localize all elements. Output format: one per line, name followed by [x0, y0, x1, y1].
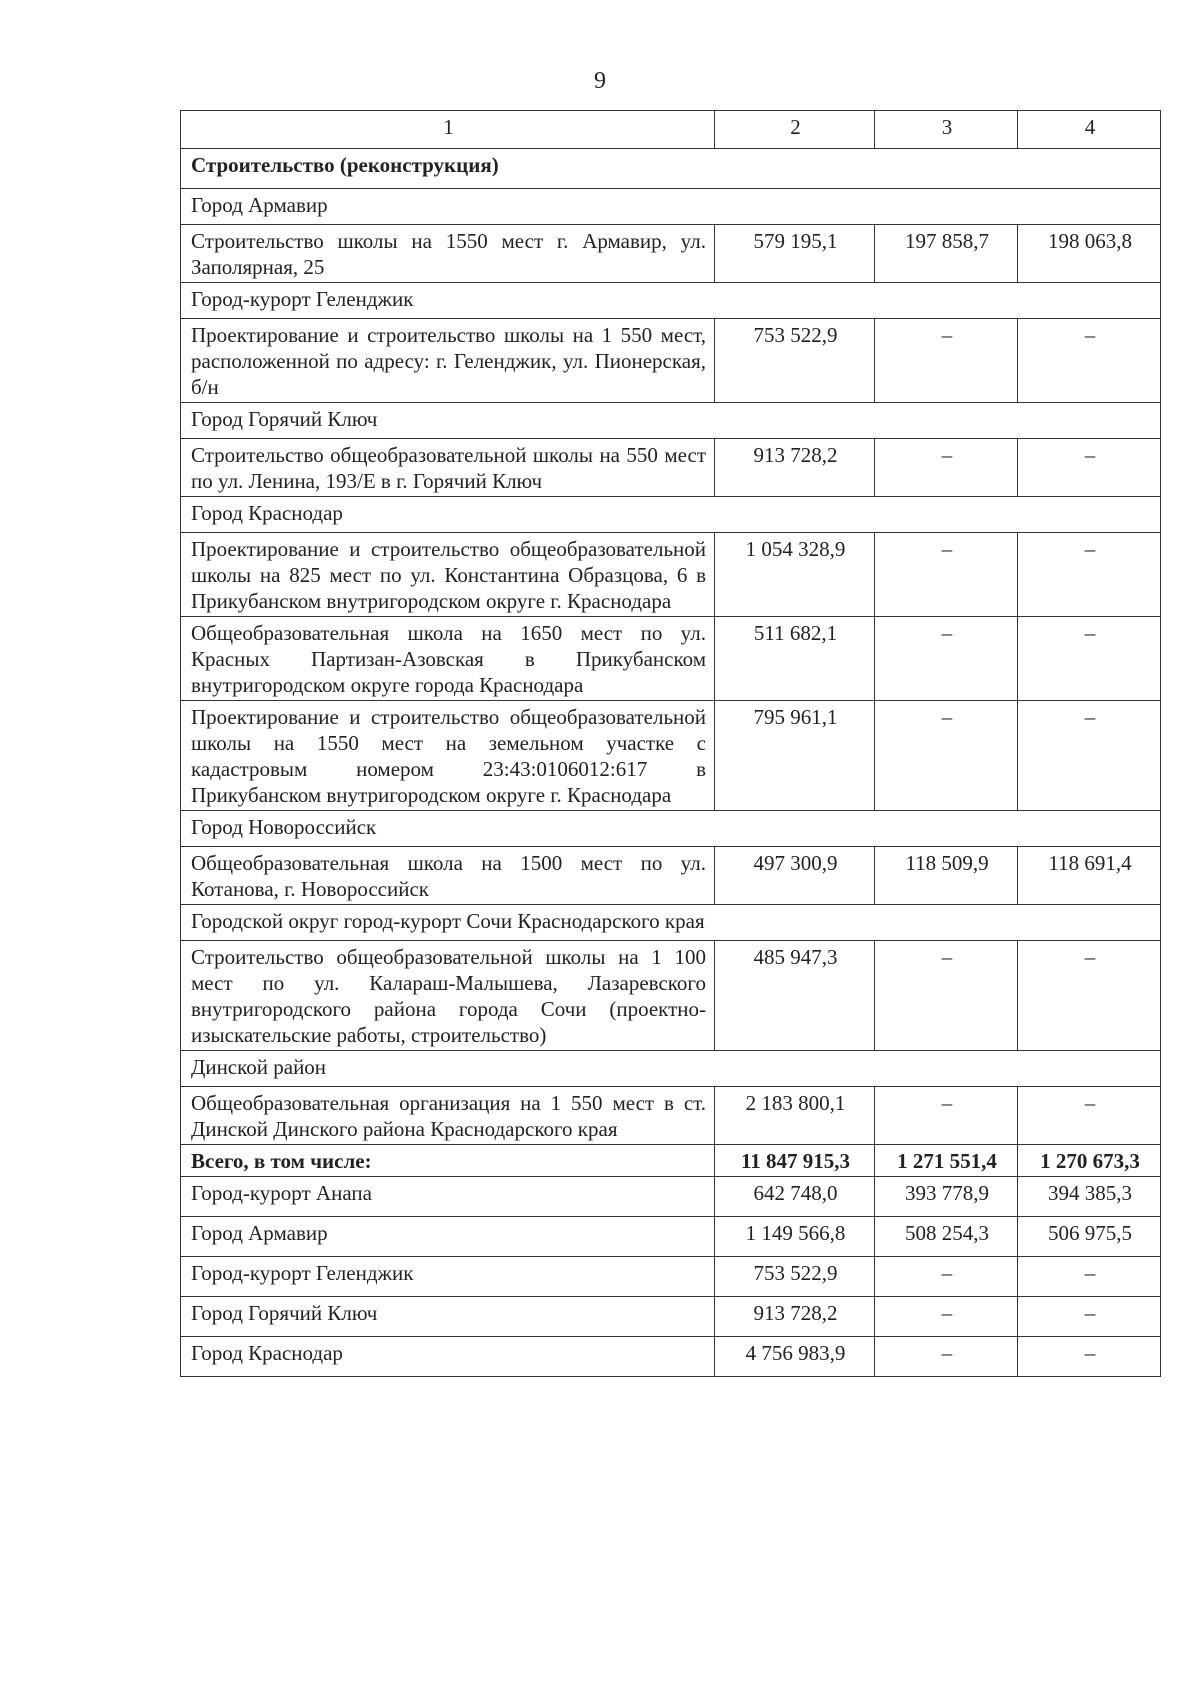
value-col-2: 497 300,9	[715, 847, 875, 905]
table-row	[181, 847, 1161, 905]
group-name: Городской округ город-курорт Сочи Краснодарского края	[181, 905, 1161, 941]
group-row	[181, 811, 1161, 847]
value-col-3: –	[875, 319, 1018, 403]
summary-label: Город Горячий Ключ	[181, 1297, 715, 1337]
value-col-4: –	[1018, 701, 1161, 811]
value-col-3: 118 509,9	[875, 847, 1018, 905]
value-col-2: 753 522,9	[715, 319, 875, 403]
value-col-4: –	[1018, 533, 1161, 617]
summary-col-4: –	[1018, 1337, 1161, 1377]
value-col-2: 485 947,3	[715, 941, 875, 1051]
total-row	[181, 1145, 1161, 1177]
total-col-2: 11 847 915,3	[715, 1145, 875, 1177]
table-row	[181, 1087, 1161, 1145]
summary-label: Город-курорт Геленджик	[181, 1257, 715, 1297]
value-col-4: –	[1018, 319, 1161, 403]
value-col-4: –	[1018, 941, 1161, 1051]
summary-row	[181, 1337, 1161, 1377]
value-col-3: –	[875, 439, 1018, 497]
value-col-3: –	[875, 617, 1018, 701]
group-row	[181, 189, 1161, 225]
table-row	[181, 319, 1161, 403]
summary-col-2: 1 149 566,8	[715, 1217, 875, 1257]
group-name: Город Армавир	[181, 189, 1161, 225]
project-description: Проектирование и строительство общеобразовательной школы на 1550 мест на земельном участке с кадастровым номером 23:43:0106012:617 в Прикубанском внутригородском округе г. Краснодара	[181, 701, 715, 811]
value-col-4: –	[1018, 617, 1161, 701]
project-description: Общеобразовательная организация на 1 550 мест в ст. Динской Динского района Краснодарского края	[181, 1087, 715, 1145]
value-col-3: –	[875, 701, 1018, 811]
summary-row	[181, 1257, 1161, 1297]
group-row	[181, 905, 1161, 941]
table-row	[181, 617, 1161, 701]
column-number-1: 1	[181, 111, 715, 149]
section-row	[181, 149, 1161, 189]
summary-col-2: 4 756 983,9	[715, 1337, 875, 1377]
summary-label: Город Краснодар	[181, 1337, 715, 1377]
page-number: 9	[594, 68, 606, 94]
summary-col-3: –	[875, 1297, 1018, 1337]
value-col-3: –	[875, 941, 1018, 1051]
group-row	[181, 1051, 1161, 1087]
budget-table-body	[181, 111, 1161, 1377]
group-name: Город Новороссийск	[181, 811, 1161, 847]
group-row	[181, 497, 1161, 533]
table-row	[181, 533, 1161, 617]
group-name: Динской район	[181, 1051, 1161, 1087]
summary-col-2: 753 522,9	[715, 1257, 875, 1297]
value-col-2: 2 183 800,1	[715, 1087, 875, 1145]
section-title: Строительство (реконструкция)	[181, 149, 1161, 189]
group-row	[181, 403, 1161, 439]
summary-row	[181, 1177, 1161, 1217]
project-description: Строительство общеобразовательной школы на 550 мест по ул. Ленина, 193/Е в г. Горячий Ключ	[181, 439, 715, 497]
group-name: Город Краснодар	[181, 497, 1161, 533]
group-name: Город Горячий Ключ	[181, 403, 1161, 439]
table-row	[181, 941, 1161, 1051]
total-label: Всего, в том числе:	[181, 1145, 715, 1177]
value-col-4: 198 063,8	[1018, 225, 1161, 283]
value-col-4: 118 691,4	[1018, 847, 1161, 905]
project-description: Общеобразовательная школа на 1650 мест по ул. Красных Партизан-Азовская в Прикубанском внутригородском округе города Краснодара	[181, 617, 715, 701]
value-col-2: 579 195,1	[715, 225, 875, 283]
summary-col-3: –	[875, 1257, 1018, 1297]
summary-col-2: 642 748,0	[715, 1177, 875, 1217]
summary-col-3: 393 778,9	[875, 1177, 1018, 1217]
project-description: Общеобразовательная школа на 1500 мест по ул. Котанова, г. Новороссийск	[181, 847, 715, 905]
column-number-4: 4	[1018, 111, 1161, 149]
column-number-3: 3	[875, 111, 1018, 149]
total-col-3: 1 271 551,4	[875, 1145, 1018, 1177]
summary-label: Город-курорт Анапа	[181, 1177, 715, 1217]
summary-row	[181, 1217, 1161, 1257]
value-col-4: –	[1018, 1087, 1161, 1145]
budget-table	[180, 110, 1161, 1377]
summary-col-4: 394 385,3	[1018, 1177, 1161, 1217]
summary-col-4: –	[1018, 1257, 1161, 1297]
total-col-4: 1 270 673,3	[1018, 1145, 1161, 1177]
column-number-row	[181, 111, 1161, 149]
project-description: Проектирование и строительство общеобразовательной школы на 825 мест по ул. Константина Образцова, 6 в Прикубанском внутригородском округе г. Краснодара	[181, 533, 715, 617]
value-col-3: –	[875, 1087, 1018, 1145]
project-description: Строительство общеобразовательной школы на 1 100 мест по ул. Калараш-Малышева, Лазаревского внутригородского района города Сочи (проектно-изыскательские работы, строительство)	[181, 941, 715, 1051]
table-row	[181, 701, 1161, 811]
summary-col-2: 913 728,2	[715, 1297, 875, 1337]
summary-col-4: –	[1018, 1297, 1161, 1337]
summary-col-3: –	[875, 1337, 1018, 1377]
value-col-3: 197 858,7	[875, 225, 1018, 283]
group-row	[181, 283, 1161, 319]
value-col-2: 913 728,2	[715, 439, 875, 497]
summary-col-3: 508 254,3	[875, 1217, 1018, 1257]
project-description: Проектирование и строительство школы на 1 550 мест, расположенной по адресу: г. Геленджик, ул. Пионерская, б/н	[181, 319, 715, 403]
group-name: Город-курорт Геленджик	[181, 283, 1161, 319]
project-description: Строительство школы на 1550 мест г. Армавир, ул. Заполярная, 25	[181, 225, 715, 283]
value-col-4: –	[1018, 439, 1161, 497]
summary-row	[181, 1297, 1161, 1337]
summary-col-4: 506 975,5	[1018, 1217, 1161, 1257]
value-col-2: 1 054 328,9	[715, 533, 875, 617]
table-row	[181, 439, 1161, 497]
value-col-2: 511 682,1	[715, 617, 875, 701]
value-col-2: 795 961,1	[715, 701, 875, 811]
table-row	[181, 225, 1161, 283]
value-col-3: –	[875, 533, 1018, 617]
column-number-2: 2	[715, 111, 875, 149]
summary-label: Город Армавир	[181, 1217, 715, 1257]
